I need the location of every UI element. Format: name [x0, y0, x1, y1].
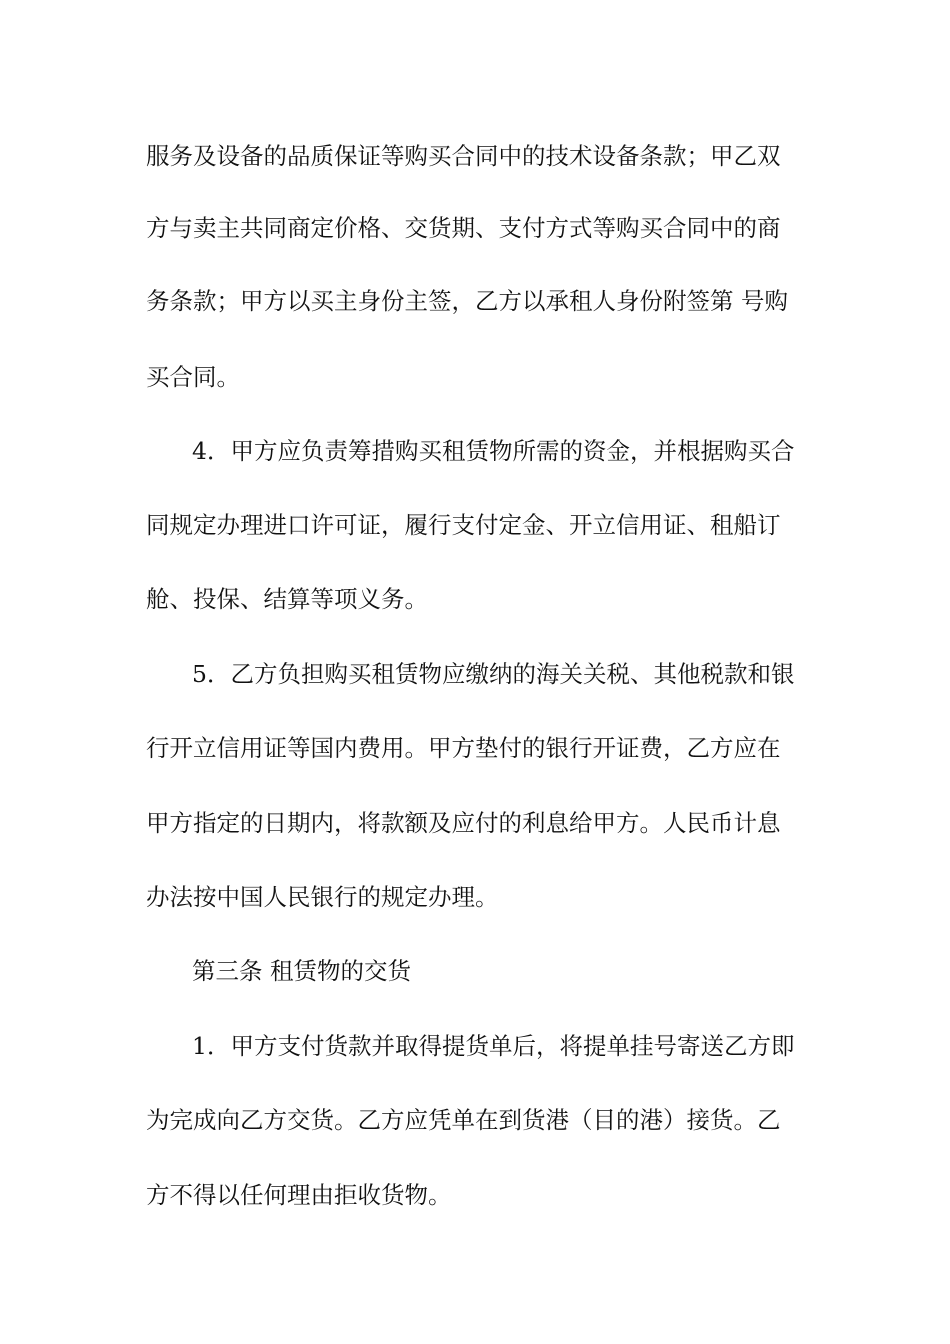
text-line: 务条款；甲方以买主身份主签，乙方以承租人身份附签第 号购: [146, 287, 788, 315]
text-line: 方不得以任何理由拒收货物。: [146, 1181, 452, 1209]
text-line: 同规定办理进口许可证，履行支付定金、开立信用证、租船订: [146, 511, 781, 539]
paragraph-start-line: 4．甲方应负责筹措购买租赁物所需的资金，并根据购买合: [192, 437, 795, 465]
text-line: 服务及设备的品质保证等购买合同中的技术设备条款；甲乙双: [146, 142, 781, 170]
text-line: 办法按中国人民银行的规定办理。: [146, 883, 499, 911]
text-line: 舱、投保、结算等项义务。: [146, 585, 428, 613]
text-line: 为完成向乙方交货。乙方应凭单在到货港（目的港）接货。乙: [146, 1106, 781, 1134]
paragraph-start-line: 1．甲方支付货款并取得提货单后，将提单挂号寄送乙方即: [192, 1032, 795, 1060]
section-heading: 第三条 租赁物的交货: [192, 957, 411, 985]
paragraph-start-line: 5．乙方负担购买租赁物应缴纳的海关关税、其他税款和银: [192, 660, 795, 688]
text-line: 方与卖主共同商定价格、交货期、支付方式等购买合同中的商: [146, 214, 781, 242]
text-line: 甲方指定的日期内，将款额及应付的利息给甲方。人民币计息: [146, 809, 781, 837]
text-line: 买合同。: [146, 363, 240, 391]
text-line: 行开立信用证等国内费用。甲方垫付的银行开证费，乙方应在: [146, 734, 781, 762]
